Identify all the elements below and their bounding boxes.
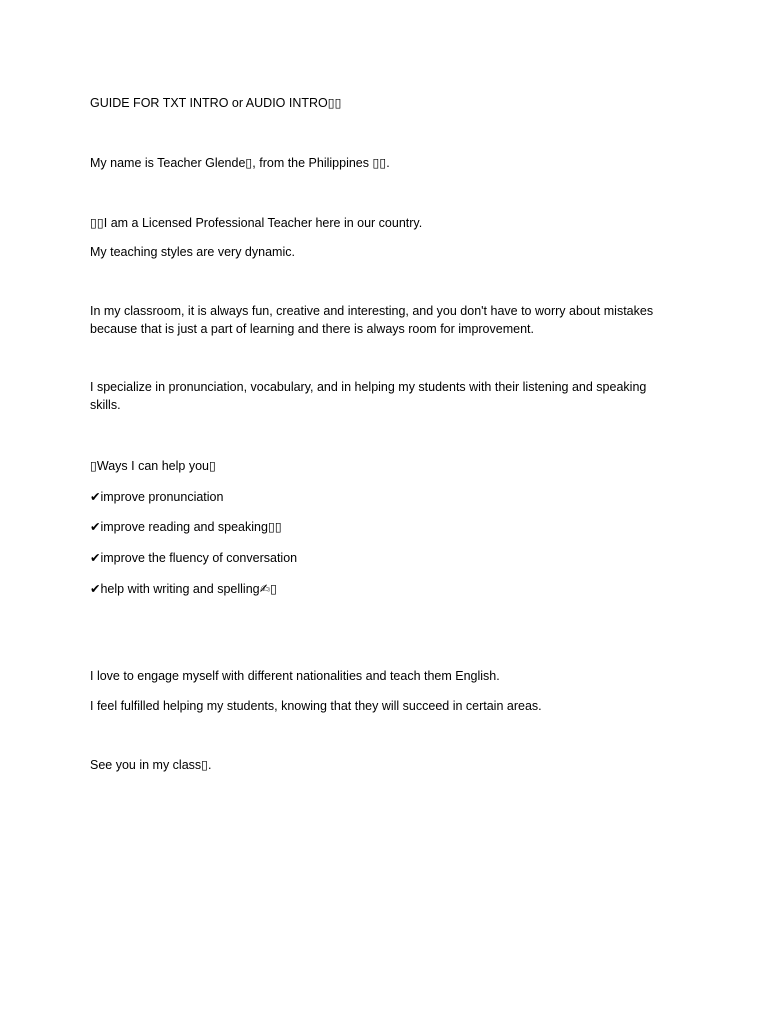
ways-list-item: ✔improve reading and speaking▯▯ [90,520,282,534]
engage-line: I love to engage myself with different nationalities and teach them English. [90,669,500,683]
teaching-styles-line: My teaching styles are very dynamic. [90,245,295,259]
classroom-paragraph: In my classroom, it is always fun, creative and interesting, and you don't have to worry about mistakes because that is just a part of learning and there is always room for improvement. [90,304,654,336]
closing-line: See you in my class▯. [90,758,212,772]
specialize-paragraph: I specialize in pronunciation, vocabulary, and in helping my students with their listening and speaking skills. [90,380,647,412]
intro-line: My name is Teacher Glende▯, from the Philippines ▯▯. [90,156,390,170]
ways-list-item: ✔improve pronunciation [90,490,224,504]
fulfilled-line: I feel fulfilled helping my students, knowing that they will succeed in certain areas. [90,699,542,713]
ways-heading: ▯Ways I can help you▯ [90,459,216,473]
licensed-line: ▯▯I am a Licensed Professional Teacher here in our country. [90,216,423,230]
document-title: GUIDE FOR TXT INTRO or AUDIO INTRO▯▯ [90,96,342,110]
ways-list-item: ✔help with writing and spelling✍▯ [90,582,277,596]
ways-list-item: ✔improve the fluency of conversation [90,551,298,565]
